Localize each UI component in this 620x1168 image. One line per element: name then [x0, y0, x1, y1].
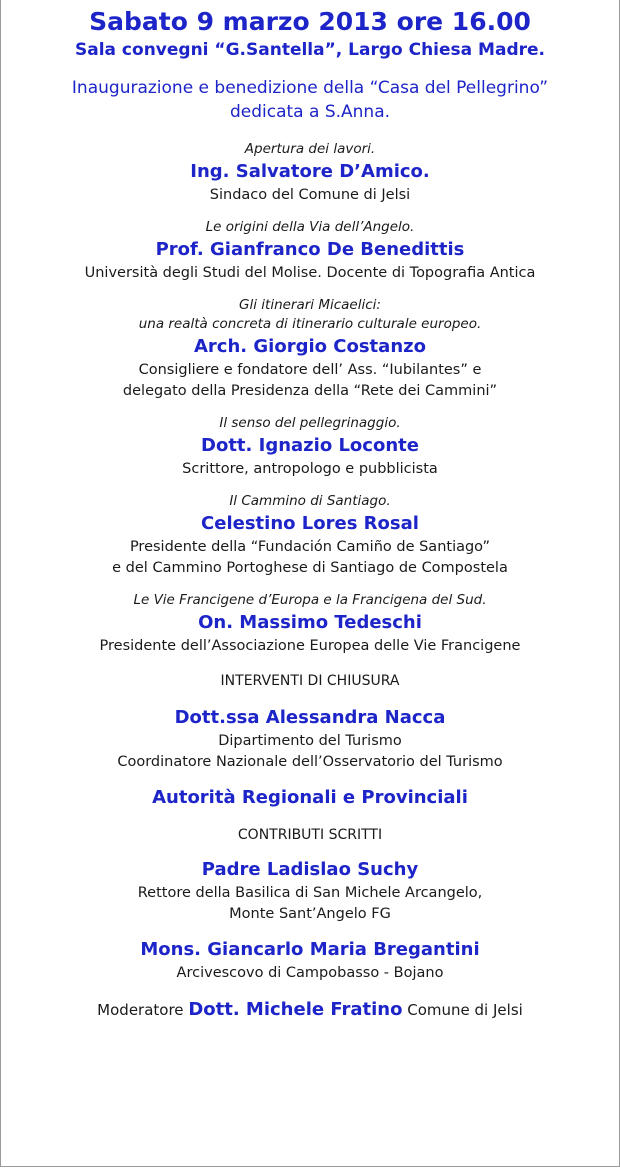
talk-item: [0, 591, 620, 657]
talk-topic: Il Cammino di Santiago.: [229, 493, 391, 509]
closing-role: Coordinatore Nazionale dell’Osservatorio del Turismo: [117, 754, 503, 770]
moderator-line: [0, 998, 620, 1022]
contributor-item: [0, 857, 620, 925]
event-venue: Sala convegni “G.Santella”, Largo Chiesa Madre.: [75, 40, 545, 60]
contributor-item: [0, 937, 620, 984]
contributor-name: Mons. Giancarlo Maria Bregantini: [140, 939, 480, 960]
talk-role: Scrittore, antropologo e pubblicista: [182, 461, 438, 477]
closing-heading: INTERVENTI DI CHIUSURA: [220, 673, 400, 689]
talk-role: Sindaco del Comune di Jelsi: [209, 187, 411, 203]
moderator-suffix: Comune di Jelsi: [407, 1001, 523, 1019]
contributor-role: Rettore della Basilica di San Michele Arcangelo,: [137, 885, 483, 901]
event-line-2: dedicata a S.Anna.: [229, 102, 391, 122]
talk-role: delegato della Presidenza della “Rete dei Cammini”: [122, 383, 498, 399]
talk-item: [0, 218, 620, 284]
talk-topic: Apertura dei lavori.: [244, 141, 376, 157]
authorities: Autorità Regionali e Provinciali: [152, 787, 468, 808]
talks-list: [0, 140, 620, 657]
moderator-prefix: Moderatore: [97, 1001, 184, 1019]
talk-role: Presidente dell’Associazione Europea delle Vie Francigene: [99, 638, 521, 654]
talk-role: Presidente della “Fundación Camiño de Santiago”: [129, 539, 491, 555]
talk-role: e del Cammino Portoghese di Santiago de Compostela: [112, 560, 508, 576]
event-date: Sabato 9 marzo 2013 ore 16.00: [89, 7, 531, 36]
written-heading: CONTRIBUTI SCRITTI: [237, 827, 383, 843]
talk-topic: Le origini della Via dell’Angelo.: [205, 219, 415, 235]
contributor-role: Monte Sant’Angelo FG: [229, 906, 391, 922]
talk-role: Università degli Studi del Molise. Docente di Topografia Antica: [84, 265, 536, 281]
talk-speaker: Ing. Salvatore D’Amico.: [190, 161, 430, 182]
talk-topic: una realtà concreta di itinerario culturale europeo.: [138, 316, 482, 332]
closing-speaker: Dott.ssa Alessandra Nacca: [174, 707, 446, 728]
talk-topic: Le Vie Francigene d’Europa e la Francigena del Sud.: [133, 592, 487, 608]
talk-role: Consigliere e fondatore dell’ Ass. “Iubilantes” e: [138, 362, 482, 378]
event-line-1: Inaugurazione e benedizione della “Casa del Pellegrino”: [71, 78, 549, 98]
talk-speaker: Arch. Giorgio Costanzo: [194, 336, 426, 357]
contributor-name: Padre Ladislao Suchy: [201, 859, 419, 880]
talk-speaker: Prof. Gianfranco De Benedittis: [155, 239, 465, 260]
talk-topic: Gli itinerari Micaelici:: [239, 297, 381, 313]
talk-speaker: Celestino Lores Rosal: [201, 513, 419, 534]
talk-item: [0, 414, 620, 480]
closing-role: Dipartimento del Turismo: [218, 733, 402, 749]
talk-item: [0, 140, 620, 206]
closing-speaker-block: [0, 705, 620, 773]
event-description: [0, 76, 620, 124]
contributor-role: Arcivescovo di Campobasso - Bojano: [176, 965, 444, 981]
talk-item: [0, 296, 620, 402]
talk-speaker: Dott. Ignazio Loconte: [201, 435, 419, 456]
talk-topic: Il senso del pellegrinaggio.: [219, 415, 401, 431]
talk-speaker: On. Massimo Tedeschi: [198, 612, 422, 633]
talk-item: [0, 492, 620, 579]
moderator-name: Dott. Michele Fratino: [188, 999, 403, 1020]
